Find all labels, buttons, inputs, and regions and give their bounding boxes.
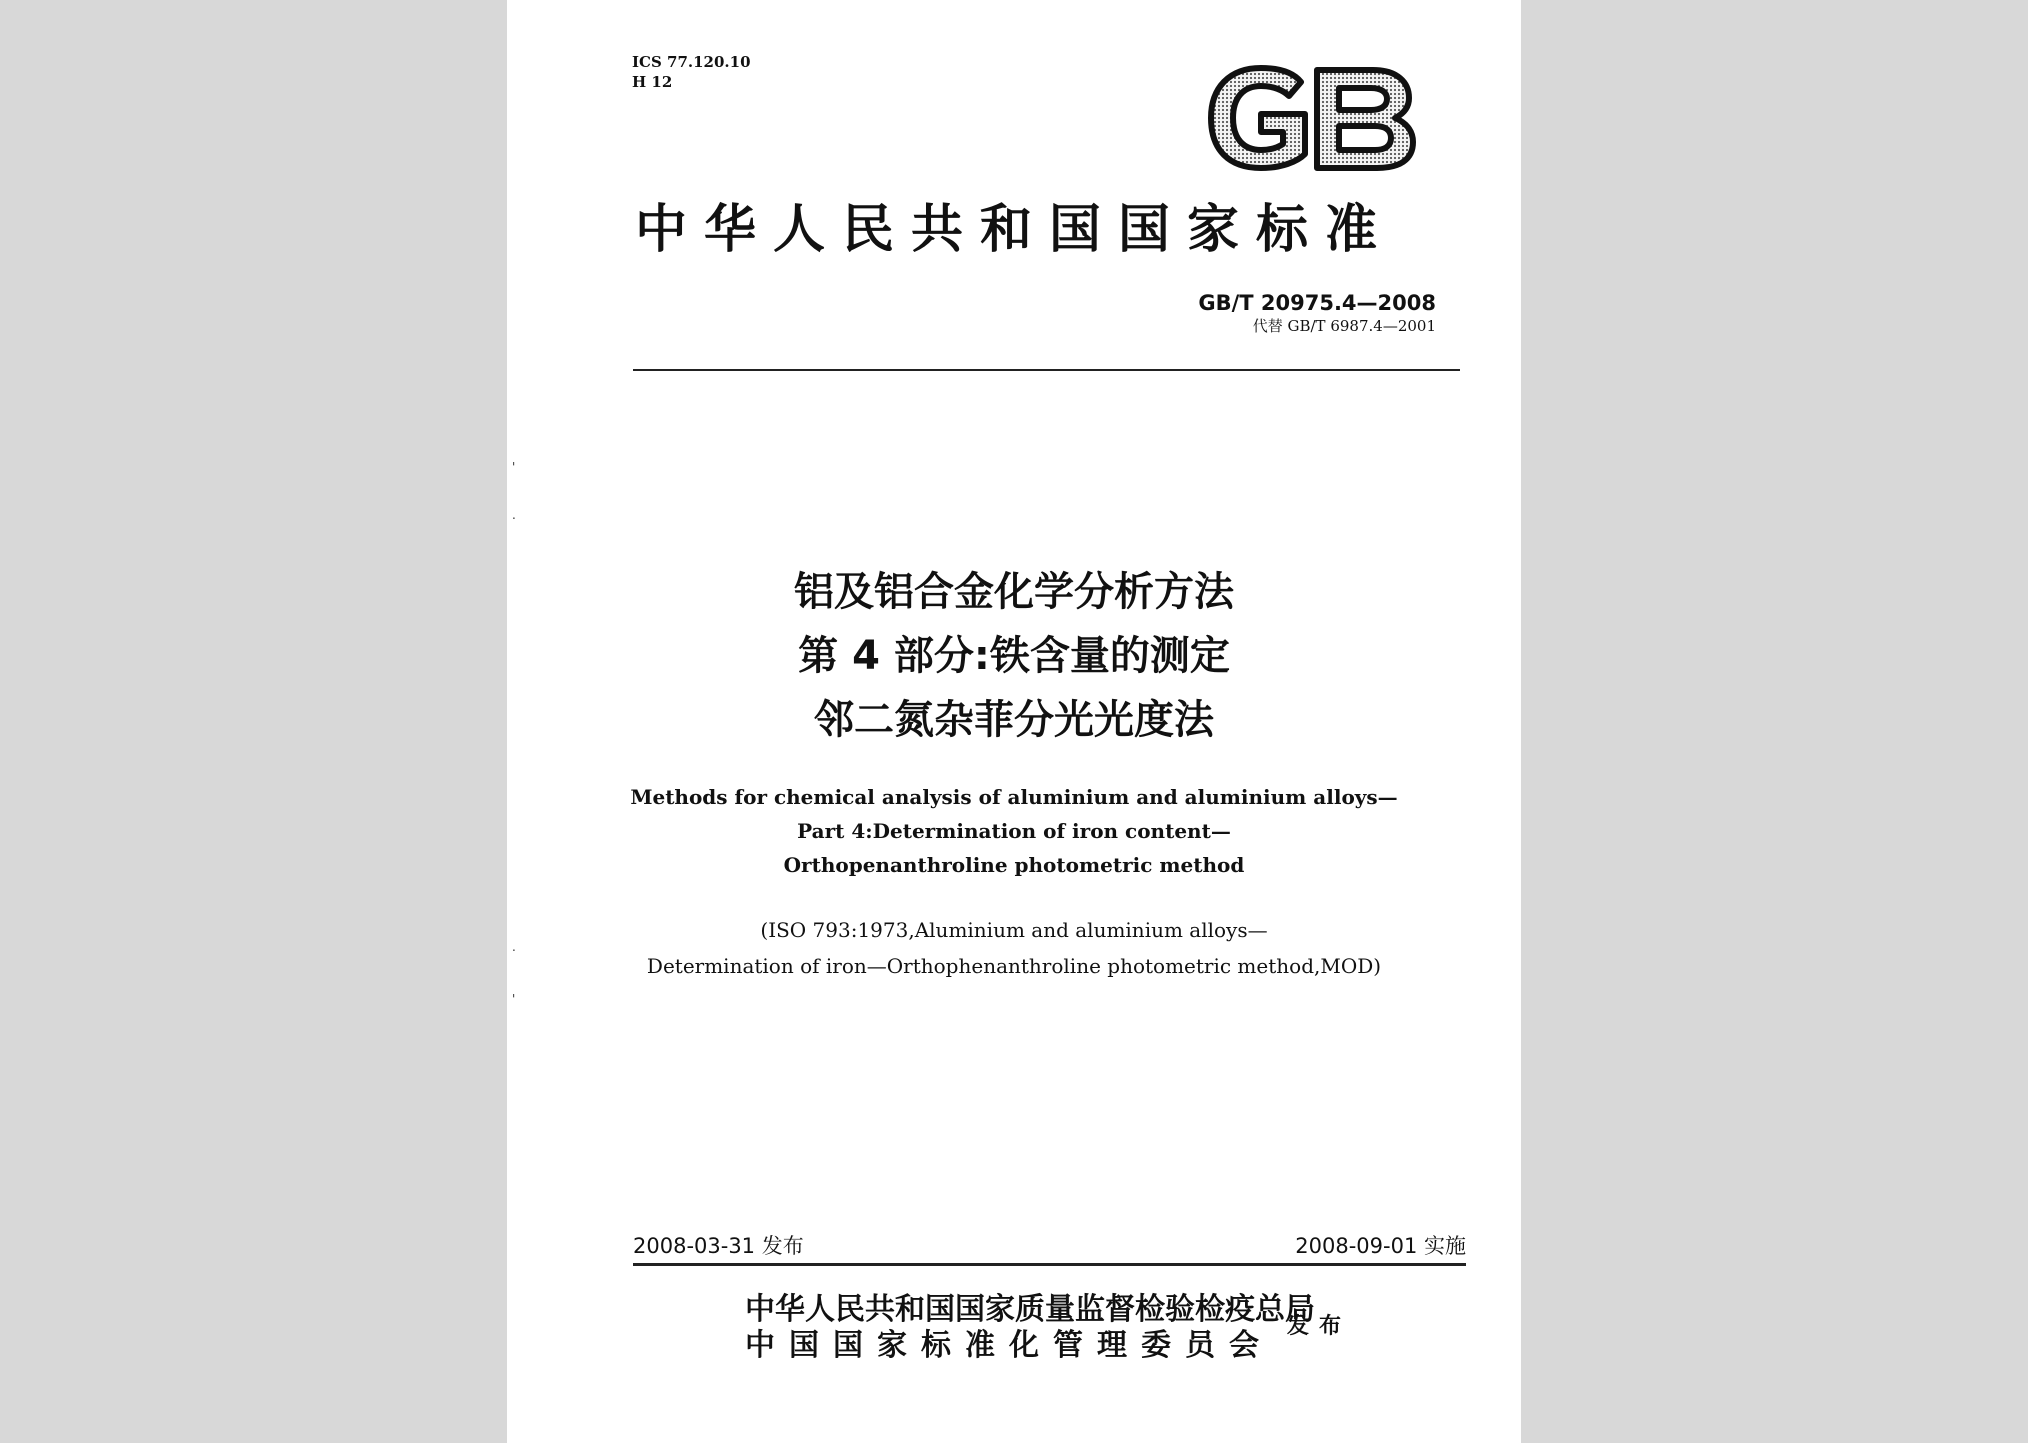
ccs-code: H 12 xyxy=(632,73,673,91)
header-divider xyxy=(633,369,1460,371)
implementation-date: 2008-09-01 实施 xyxy=(1295,1234,1466,1258)
english-title xyxy=(507,780,1521,882)
footer-divider xyxy=(633,1263,1466,1266)
english-title-line-3: Orthopenanthroline photometric method xyxy=(783,853,1245,877)
replaces-standard: 代替 GB/T 6987.4—2001 xyxy=(1252,317,1436,335)
issuer-line-1: 中华人民共和国国家质量监督检验检疫总局 xyxy=(745,1292,1315,1327)
margin-mark: . xyxy=(512,940,516,954)
iso-reference xyxy=(507,912,1521,984)
chinese-title xyxy=(507,560,1521,752)
iso-reference-line-1: (ISO 793:1973,Aluminium and aluminium alloys— xyxy=(760,918,1268,942)
chinese-title-line-3: 邻二氮杂菲分光光度法 xyxy=(814,697,1214,743)
margin-mark: ' xyxy=(512,992,516,1006)
document-page xyxy=(507,0,1521,1443)
chinese-title-line-2: 第 4 部分:铁含量的测定 xyxy=(798,633,1230,679)
standard-number-block xyxy=(1198,290,1436,336)
gb-logo-icon xyxy=(1205,64,1417,172)
margin-mark: . xyxy=(512,508,516,522)
iso-reference-line-2: Determination of iron—Orthophenanthroline photometric method,MOD) xyxy=(646,954,1382,978)
classification-codes xyxy=(632,52,751,92)
issuer-line-2: 中国国家标准化管理委员会 xyxy=(745,1328,1273,1363)
standard-number: GB/T 20975.4—2008 xyxy=(1198,291,1436,315)
english-title-line-1: Methods for chemical analysis of aluminium and aluminium alloys— xyxy=(630,785,1398,809)
national-standard-heading: 中华人民共和国国家标准 xyxy=(635,199,1395,260)
ics-code: ICS 77.120.10 xyxy=(632,53,751,71)
english-title-line-2: Part 4:Determination of iron content— xyxy=(797,819,1231,843)
issue-date: 2008-03-31 发布 xyxy=(633,1234,804,1258)
chinese-title-line-1: 铝及铝合金化学分析方法 xyxy=(794,569,1234,615)
margin-mark: ' xyxy=(512,460,516,474)
issuing-authorities xyxy=(745,1292,1315,1364)
publish-label: 发布 xyxy=(1287,1313,1352,1339)
